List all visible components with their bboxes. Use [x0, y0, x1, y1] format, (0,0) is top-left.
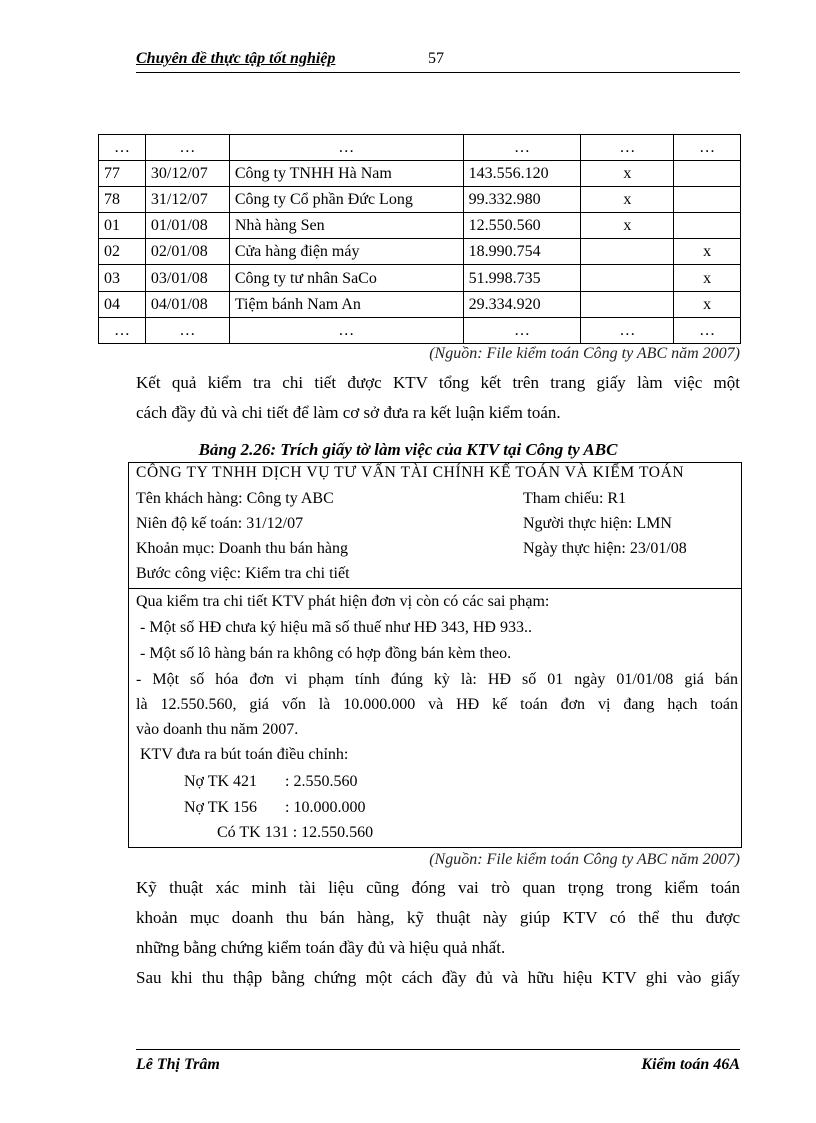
table-cell: …	[99, 135, 146, 161]
paragraph-line: cách đầy đủ và chi tiết để làm cơ sở đưa ra kết luận kiểm toán.	[136, 403, 561, 422]
table-cell: 02/01/08	[145, 239, 229, 265]
table-cell: 31/12/07	[145, 187, 229, 213]
finding-1: - Một số HĐ chưa ký hiệu mã số thuế như HĐ 343, HĐ 933..	[136, 619, 532, 636]
adjustment-intro: KTV đưa ra bút toán điều chỉnh:	[136, 746, 349, 763]
table-caption: Bảng 2.26: Trích giấy tờ làm việc của KTV tại Công ty ABC	[198, 440, 618, 459]
table-row	[99, 187, 741, 213]
page-header	[136, 50, 740, 73]
table-row	[99, 239, 741, 265]
performer: Người thực hiện: LMN	[523, 515, 672, 532]
table-cell	[674, 213, 741, 239]
paragraph-line: Kết quả kiểm tra chi tiết được KTV tổng kết trên trang giấy làm việc một	[136, 373, 740, 392]
table-cell: …	[463, 317, 581, 343]
work-step: Bước công việc: Kiểm tra chi tiết	[136, 565, 350, 582]
source-note-2: (Nguồn: File kiểm toán Công ty ABC năm 2007)	[429, 851, 740, 868]
table-cell: …	[229, 317, 463, 343]
fiscal-period: Niên độ kế toán: 31/12/07	[136, 515, 304, 532]
table-cell: 78	[99, 187, 146, 213]
source-note-1: (Nguồn: File kiểm toán Công ty ABC năm 2007)	[429, 345, 740, 362]
finding-3-cont: là 12.550.560, giá vốn là 10.000.000 và HĐ kế toán đơn vị đang hạch toán	[136, 696, 738, 713]
table-cell	[581, 265, 674, 291]
paragraph-1	[136, 368, 740, 428]
table-cell: x	[581, 161, 674, 187]
table-cell: Công ty Cổ phần Đức Long	[229, 187, 463, 213]
paragraph-line: khoản mục doanh thu bán hàng, kỹ thuật này giúp KTV có thể thu được	[136, 908, 740, 927]
table-cell: …	[229, 135, 463, 161]
page-number: 57	[428, 50, 444, 67]
credit-131: Có TK 131 : 12.550.560	[217, 824, 374, 841]
table-cell: …	[674, 317, 741, 343]
table-cell: …	[145, 317, 229, 343]
footer-course: Kiểm toán 46A	[641, 1056, 740, 1073]
table-cell: Công ty TNHH Hà Nam	[229, 161, 463, 187]
table-row	[99, 161, 741, 187]
reference: Tham chiếu: R1	[523, 490, 627, 507]
finding-3: - Một số hóa đơn vi phạm tính đúng kỳ là: HĐ số 01 ngày 01/01/08 giá bán	[136, 671, 738, 688]
account-item: Khoản mục: Doanh thu bán hàng	[136, 540, 348, 557]
table-cell: 143.556.120	[463, 161, 581, 187]
finding-intro: Qua kiểm tra chi tiết KTV phát hiện đơn vị còn có các sai phạm:	[136, 593, 550, 610]
table-row	[99, 317, 741, 343]
table-cell	[581, 239, 674, 265]
finding-2: - Một số lô hàng bán ra không có hợp đồng bán kèm theo.	[136, 645, 512, 662]
paragraph-line: Kỹ thuật xác minh tài liệu cũng đóng vai trò quan trọng trong kiểm toán	[136, 878, 740, 897]
table-cell: 01/01/08	[145, 213, 229, 239]
table-row	[99, 135, 741, 161]
working-paper-body	[128, 588, 742, 848]
page-footer	[136, 1049, 740, 1073]
table-cell	[581, 291, 674, 317]
table-cell: 04	[99, 291, 146, 317]
table-cell: x	[674, 291, 741, 317]
table-cell: x	[581, 213, 674, 239]
table-cell: …	[99, 317, 146, 343]
finding-3-end: vào doanh thu năm 2007.	[136, 721, 299, 738]
invoice-table	[98, 134, 741, 344]
table-cell: x	[674, 265, 741, 291]
table-cell: x	[674, 239, 741, 265]
table-cell: Công ty tư nhân SaCo	[229, 265, 463, 291]
table-row	[99, 265, 741, 291]
table-cell: …	[581, 317, 674, 343]
table-row	[99, 213, 741, 239]
debit-421: Nợ TK 421 : 2.550.560	[184, 773, 358, 790]
table-cell: 51.998.735	[463, 265, 581, 291]
table-cell: 30/12/07	[145, 161, 229, 187]
table-cell: 29.334.920	[463, 291, 581, 317]
table-cell: …	[674, 135, 741, 161]
table-row	[99, 291, 741, 317]
paragraph-line: Sau khi thu thập bằng chứng một cách đầy đủ và hữu hiệu KTV ghi vào giấy	[136, 968, 740, 987]
paragraph-line: những bằng chứng kiểm toán đầy đủ và hiệu quả nhất.	[136, 938, 506, 957]
table-cell: …	[581, 135, 674, 161]
table-cell: 03	[99, 265, 146, 291]
header-title: Chuyên đề thực tập tốt nghiệp	[136, 50, 336, 67]
footer-author: Lê Thị Trâm	[136, 1056, 220, 1073]
paragraph-2	[136, 873, 740, 993]
table-cell: …	[463, 135, 581, 161]
table-cell: 77	[99, 161, 146, 187]
working-paper-header	[128, 462, 742, 589]
table-cell: x	[581, 187, 674, 213]
table-cell: 03/01/08	[145, 265, 229, 291]
company-name: CÔNG TY TNHH DỊCH VỤ TƯ VẤN TÀI CHÍNH KẾ TOÁN VÀ KIỂM TOÁN	[136, 464, 685, 481]
table-cell	[674, 187, 741, 213]
debit-156: Nợ TK 156 : 10.000.000	[184, 799, 366, 816]
table-cell	[674, 161, 741, 187]
table-cell: Nhà hàng Sen	[229, 213, 463, 239]
table-cell: 18.990.754	[463, 239, 581, 265]
table-cell: 01	[99, 213, 146, 239]
client-name: Tên khách hàng: Công ty ABC	[136, 490, 334, 507]
table-cell: 02	[99, 239, 146, 265]
perform-date: Ngày thực hiện: 23/01/08	[523, 540, 687, 557]
table-cell: …	[145, 135, 229, 161]
table-cell: 99.332.980	[463, 187, 581, 213]
table-cell: 12.550.560	[463, 213, 581, 239]
table-cell: 04/01/08	[145, 291, 229, 317]
table-cell: Tiệm bánh Nam An	[229, 291, 463, 317]
table-cell: Cửa hàng điện máy	[229, 239, 463, 265]
